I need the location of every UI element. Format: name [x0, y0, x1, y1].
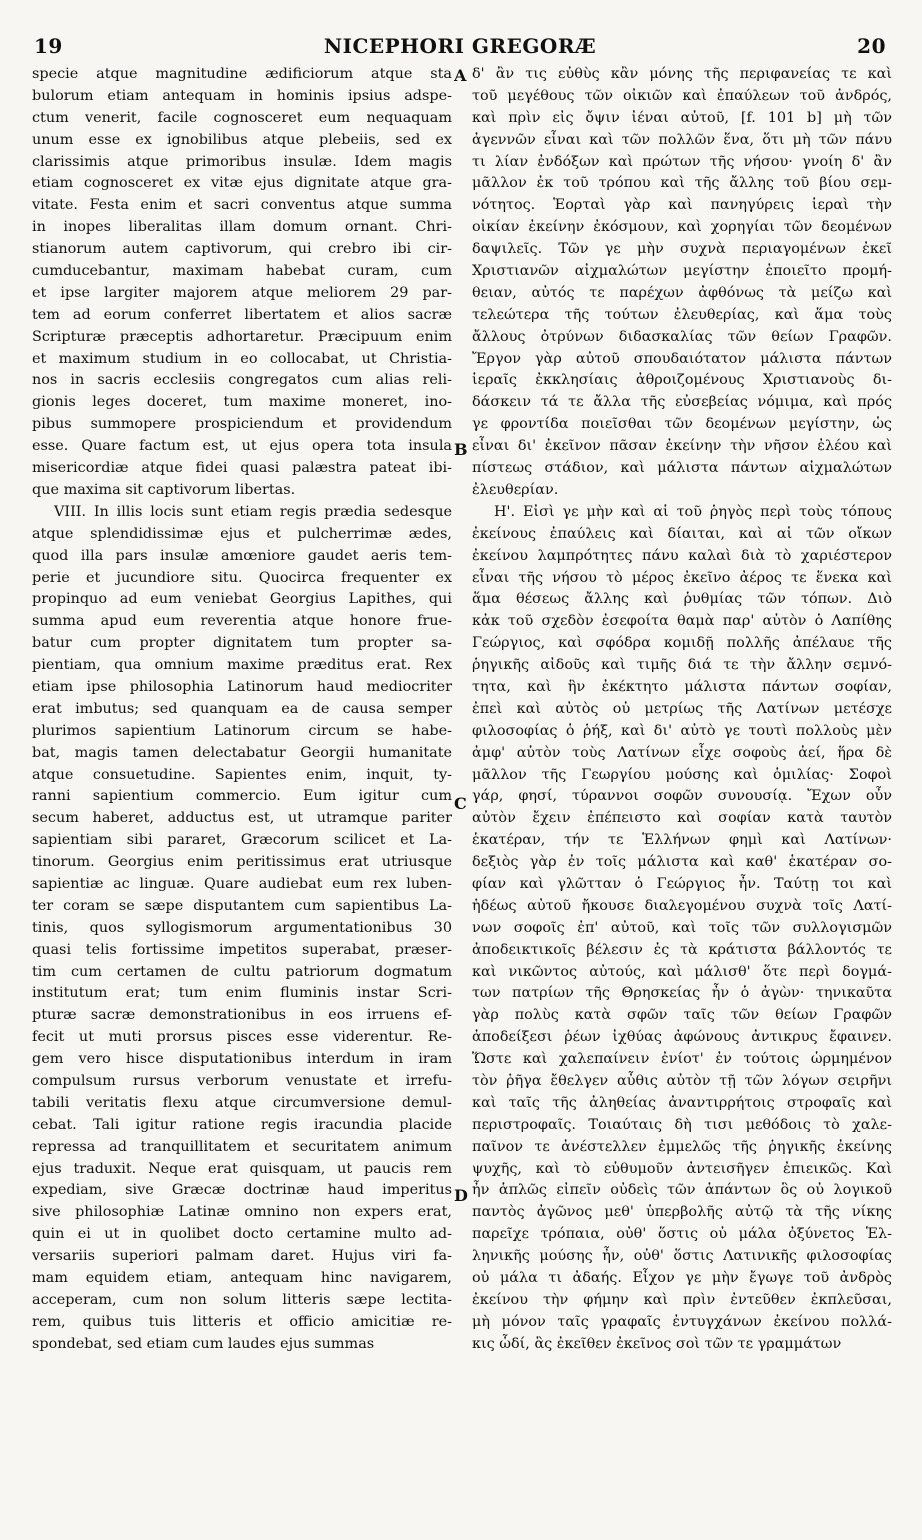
text-line: perie et jucundiore situ. Quocirca frequenter ex: [32, 569, 452, 586]
margin-marker-c: C: [454, 794, 467, 813]
text-line: ἡδέως αὐτοῦ ἤκουσε διαλεγομένου συχνὰ τοῖς Λατί-: [472, 897, 892, 914]
text-line: ἀποδείξεσι ῥέων ἰχθύας ἀφώνους ἀντικρυς ἔφαινεν.: [472, 1029, 892, 1046]
text-line: ψυχῆς, καὶ τὸ εὐθυμοῦν ἀντεισῆγεν ἐπιεικῶς. Καὶ: [472, 1160, 892, 1177]
text-line: μᾶλλον ἐκ τοῦ τρόπου καὶ τῆς ἄλλης τοῦ βίου σεμ-: [472, 175, 892, 192]
text-line: ληνικῆς μούσης ἦν, οὐθ' ὅστις Λατινικῆς φιλοσοφίας: [472, 1248, 892, 1265]
text-line: Ἔργον γὰρ αὐτοῦ σπουδαιότατον μάλιστα πάντων: [472, 350, 892, 367]
text-line: ἀμφ' αὐτὸν τοὺς Λατίνων εἶχε σοφοὺς ἀεί, ἥρα δὲ: [472, 744, 892, 761]
page-number-right: 20: [857, 34, 886, 58]
text-line: expediam, sive Græcæ doctrinæ haud imperitus: [32, 1182, 452, 1199]
margin-marker-a: A: [454, 66, 467, 85]
text-line: τητα, καὶ ἣν ἐκέκτητο μάλιστα πάντων σοφίαν,: [472, 678, 892, 695]
text-line: misericordiæ atque fidei quasi palæstra pateat ibi-: [32, 460, 452, 477]
text-line: εἶναι δι' ἐκεῖνον πᾶσαν ἐκείνην τὴν νῆσον ἐλέου καὶ: [472, 438, 892, 455]
text-line: δάσκειν τά τε ἄλλα τῆς εὐσεβείας νόμιμα, καὶ πρός: [472, 394, 892, 411]
text-line: ἐπεὶ καὶ αὐτὸς οὐ μετρίως τῆς Λατίνων μετέσχε: [472, 700, 892, 717]
text-line: summa apud eum reverentia atque honore frue-: [32, 613, 452, 630]
text-line: Γεώργιος, καὶ σφόδρα κομιδῇ πολλῆς ἀπέλαυε τῆς: [472, 635, 892, 652]
text-line: VIII. In illis locis sunt etiam regis prædia sedesque: [54, 503, 452, 520]
text-line: unum esse ex ignobilibus atque plebeiis, sed ex: [32, 131, 452, 148]
text-line: περιστροφαῖς. Τοιαύταις δὴ τισι μεθόδοις τὸ χαλε-: [472, 1116, 892, 1133]
text-line: αὐτὸν ἔχειν ἐπέπειστο καὶ σοφίαν κατὰ ταυτὸν: [472, 810, 892, 827]
text-line: γε φροντίδα ποιεῖσθαι τῶν δεομένων μεγίστην, ὡς: [472, 416, 892, 433]
text-line: quasi telis fortissime impetitos superabat, præser-: [32, 941, 452, 958]
text-line: institutum erat; tum enim fluminis instar Scri-: [32, 985, 452, 1002]
text-line: ranni sapientium commercio. Eum igitur cum: [32, 788, 452, 805]
text-line: bulorum etiam antequam in hominis ipsius adspe-: [32, 87, 452, 104]
text-line: εἶναι τῆς νήσου τὸ μέρος ἐκεῖνο ἀέρος τε ἕνεκα καὶ: [472, 569, 892, 586]
text-line: γὰρ πολὺς κατὰ σφῶν ταῖς τῶν θείων Γραφῶν: [472, 1007, 892, 1024]
text-line: acceperam, cum non solum litteris sæpe lectita-: [32, 1291, 452, 1308]
text-line: ἅμα θέσεως ἄλλης καὶ ῥυθμίας τῶν τόπων. Διὸ: [472, 591, 892, 608]
text-line: erat imbutus; sed quanquam ea de causa semper: [32, 700, 452, 717]
latin-column: [32, 64, 452, 1356]
text-line: cebat. Tali igitur ratione regis iracundia placide: [32, 1116, 452, 1133]
text-line: γάρ, φησί, τύραννοι σοφῶν συνουσίᾳ. Ἔχων οὖν: [472, 788, 892, 805]
text-line: esse. Quare factum est, ut ejus opera tota insula: [32, 438, 452, 455]
text-line: ἱεραῖς ἐκκλησίαις ἀθροιζομένους Χριστιανοὺς δι-: [472, 372, 892, 389]
text-line: tinorum. Georgius enim peritissimus erat utriusque: [32, 854, 452, 871]
text-line: specie atque magnitudine ædificiorum atque sta: [32, 66, 452, 82]
text-line: Χριστιανῶν αἰχμαλώτων μεγίστην ἐποιεῖτο προμή-: [472, 263, 892, 280]
text-line: θειαν, αὐτός τε παρέχων ἀφθόνως τὰ μείζω καὶ: [472, 284, 892, 301]
text-line: sapientiam sibi pararet, Græcorum scilicet et La-: [32, 832, 452, 849]
text-line: compulsum rursus verborum venustate et irrefu-: [32, 1072, 452, 1089]
text-line: των πατρίων τῆς Θρησκείας ἦν ὁ ἀγὼν· τηνικαῦτα: [472, 985, 892, 1002]
text-line: κἀκ τοῦ σχεδὸν ἐσεφοίτα θαμὰ παρ' αὐτὸν ὁ Λαπίθης: [472, 613, 892, 630]
text-line: Scripturæ præceptis adhortaretur. Præcipuum enim: [32, 328, 452, 345]
text-line: ἀποδεικτικοῖς βέλεσιν ἐς τὰ κράτιστα βάλλοντός τε: [472, 941, 892, 958]
text-line: vitate. Festa enim et sacri conventus atque summa: [32, 197, 452, 214]
text-line: gem vero hisce disputationibus interdum in iram: [32, 1051, 452, 1068]
text-line: φιλοσοφίας ὁ ῥήξ, καὶ δι' αὐτὸ γε τουτὶ πολλοὺς μὲν: [472, 722, 892, 739]
text-line: ter coram se sæpe disputantem cum sapientibus La-: [32, 897, 452, 914]
text-line: atque splendidissimæ ejus et pulcherrimæ ædes,: [32, 525, 452, 542]
text-line: plurimos sapientium Latinorum circum se habe-: [32, 722, 452, 739]
page-number-left: 19: [34, 34, 63, 58]
text-line: propinquo ad eum veniebat Georgius Lapithes, qui: [32, 591, 452, 608]
text-line: μᾶλλον τῆς Γεωργίου μούσης καὶ ὁμιλίας· Σοφοὶ: [472, 766, 892, 783]
text-line: fecit ut muti prorsus pisces esse viderentur. Re-: [32, 1029, 452, 1046]
text-line: mam equidem etiam, antequam hinc navigarem,: [32, 1270, 452, 1286]
text-line: μὴ μόνον ταῖς γραφαῖς ἐντυγχάνων ἐκείνου πολλά-: [472, 1313, 892, 1330]
text-line: pibus summopere prospiciendum et providendum: [32, 416, 452, 433]
text-line: et maximum studium in eo collocabat, ut Christia-: [32, 350, 452, 367]
text-line: pturæ sacræ demonstrationibus in eos irruens ef-: [32, 1007, 452, 1024]
text-line: Η'. Εἰσὶ γε μὴν καὶ αἱ τοῦ ῥηγὸς περὶ τοὺς τόπους: [494, 503, 892, 520]
text-line: tim cum certamen de cultu patriorum dogmatum: [32, 963, 452, 980]
text-line: atque consuetudine. Sapientes enim, inquit, ty-: [32, 766, 452, 783]
text-line: secum haberet, adductus est, ut utramque pariter: [32, 810, 452, 827]
text-line: ejus traduxit. Neque erat quisquam, ut paucis rem: [32, 1160, 452, 1177]
text-line: gionis leges doceret, tum maxime moneret, ino-: [32, 394, 452, 411]
text-line: παῖνον τε ἀνέστελλεν ἐμμελῶς τῆς ῥηγικῆς ἐκείνης: [472, 1138, 892, 1155]
text-line: sapientiæ ac linguæ. Quare audiebat eum rex luben-: [32, 875, 452, 892]
text-line: rem, quibus tuis litteris et officio amicitiæ re-: [32, 1313, 452, 1330]
running-title: NICEPHORI GREGORÆ: [323, 34, 597, 58]
text-line: cumducebantur, maximam habebat curam, cum: [32, 263, 452, 280]
text-line: ἑκατέραν, τήν τε Ἑλλήνων φημὶ καὶ Λατίνων·: [472, 832, 892, 849]
text-line: spondebat, sed etiam cum laudes ejus summas: [32, 1335, 375, 1352]
text-line: que maxima sit captivorum libertas.: [32, 481, 296, 498]
text-line: ἐκείνου τὴν φήμην καὶ πρὶν ἐντεῦθεν ἐκπλεῦσαι,: [472, 1291, 892, 1308]
text-line: ἐκείνου λαμπρότητες πάνυ καλαὶ διὰ τὸ χαριέστερον: [472, 547, 892, 564]
text-line: ctum venerit, facile cognosceret eum nequaquam: [32, 109, 452, 126]
greek-column: [472, 64, 892, 1356]
text-line: etiam cognosceret ex vitæ ejus dignitate atque gra-: [32, 175, 452, 192]
text-line: ῥηγικῆς αἰδοῦς καὶ τιμῆς διά τε τὴν ἄλλην σεμνό-: [472, 657, 892, 674]
text-line: φίαν καὶ γλῶτταν ὁ Γεώργιος ἦν. Ταύτῃ τοι καὶ: [472, 875, 892, 892]
text-line: ἦν ἁπλῶς εἰπεῖν οὐδεὶς τῶν ἁπάντων ὃς οὐ λογικοῦ: [472, 1182, 892, 1199]
margin-marker-b: B: [454, 440, 468, 459]
text-line: stianorum autem captivorum, qui crebro ibi cir-: [32, 241, 452, 258]
text-line: παντὸς ἀγῶνος μεθ' ὑπερβολῆς αὐτῷ τὰ τῆς νίκης: [472, 1204, 892, 1221]
text-line: sive philosophiæ Latinæ omnino non expers erat,: [32, 1204, 452, 1221]
text-line: pientiam, qua omnium maxime præditus erat. Rex: [32, 657, 452, 674]
text-line: tabili veritatis flexu atque circumversione demul-: [32, 1094, 452, 1111]
text-line: καὶ ταῖς τῆς ἀληθείας ἀναντιρρήτοις στροφαῖς καὶ: [472, 1094, 892, 1111]
text-line: tinis, quos syllogismorum argumentationibus 30: [32, 919, 452, 936]
text-line: δεξιὸς γὰρ ἐν τοῖς μάλιστα καὶ καθ' ἑκατέραν σο-: [472, 854, 892, 871]
text-line: nos in sacris ecclesiis congregatos cum alias reli-: [32, 372, 452, 389]
text-line: οἰκίαν ἐκείνην ἐκόσμουν, καὶ χορηγίαι τῶν δεομένων: [472, 219, 892, 236]
text-line: κις ὧδί, ἃς ἐκεῖθεν ἐκεῖνος σοὶ τῶν τε γραμμάτων: [472, 1335, 842, 1352]
text-line: δ' ἂν τις εὐθὺς κἂν μόνης τῆς περιφανείας τε καὶ: [472, 66, 892, 82]
text-line: ἄλλους ὀτρύνων διδασκαλίας τῶν θείων Γραφῶν.: [472, 328, 892, 345]
text-line: et ipse largiter majorem atque meliorem 29 par-: [32, 284, 452, 301]
text-line: τελεώτερα τῆς τούτων ἐλευθερίας, καὶ ἅμα τοὺς: [472, 306, 892, 323]
text-line: quod illa pars insulæ amœniore gaudet aeris tem-: [32, 547, 452, 564]
text-line: bat, magis tamen delectabatur Georgii humanitate: [32, 744, 452, 761]
text-line: δαψιλεῖς. Τῶν γε μὴν συχνὰ περιαγομένων ἐκεῖ: [472, 241, 892, 258]
text-line: νων σοφοῖς ἐπ' αὐτοῦ, καὶ τοῖς τῶν συλλογισμῶν: [472, 919, 892, 936]
text-line: etiam ipse philosophia Latinorum haud mediocriter: [32, 678, 452, 695]
text-line: ἐλευθερίαν.: [472, 481, 559, 498]
text-line: ἐκείνους ἐπαύλεις καὶ δίαιται, καὶ αἱ τῶν οἴκων: [472, 525, 892, 542]
text-line: repressa ad tranquillitatem et securitatem animum: [32, 1138, 452, 1155]
text-line: versariis superiori palmam daret. Hujus viri fa-: [32, 1248, 452, 1265]
text-line: τὸν ῥῆγα ἔθελγεν αὖθις αὐτὸν τῇ τῶν λόγων σειρῆνι: [472, 1072, 892, 1089]
text-line: πίστεως στάδιον, καὶ μάλιστα πάντων αἰχμαλώτων: [472, 460, 892, 477]
text-line: τοῦ μεγέθους τῶν οἰκιῶν καὶ ἐπαύλεων τοῦ ἀνδρός,: [472, 87, 892, 104]
text-line: ἀγεννῶν εἶναι καὶ τῶν πολλῶν ἕνα, ὅτι μὴ τῶν πάνυ: [472, 131, 892, 148]
text-line: οὐ μάλα τι ἀδαής. Εἶχον γε μὴν ἔγωγε τοῦ ἀνδρὸς: [472, 1270, 892, 1286]
text-line: clarissimis atque primoribus insulæ. Idem magis: [32, 153, 452, 170]
text-line: tem ad eorum conferret libertatem et alios sacræ: [32, 306, 452, 323]
text-line: καὶ πρὶν εἰς ὄψιν ἰέναι αὐτοῦ, [f. 101 b] μὴ τῶν: [472, 109, 892, 126]
text-line: in inopes liberalitas illam domum ornant. Chri-: [32, 219, 452, 236]
text-line: νότητος. Ἑορταὶ γὰρ καὶ πανηγύρεις ἱεραὶ τὴν: [472, 197, 892, 214]
text-line: τι λίαν ἐνδόξων καὶ πρώτων τῆς νήσου· γνοίη δ' ἂν: [472, 153, 892, 170]
text-line: Ὥστε καὶ χαλεπαίνειν ἐνίοτ' ἐν τούτοις ὡρμημένον: [472, 1051, 892, 1068]
text-line: quin ei ut in quolibet docto certamine multo ad-: [32, 1226, 452, 1243]
running-header: [34, 34, 886, 62]
text-line: παρεῖχε τρόπαια, οὐθ' ὅστις οὐ μάλα ὀξύνετος Ἑλ-: [472, 1226, 892, 1243]
text-line: batur cum propter dignitatem tum propter sa-: [32, 635, 452, 652]
margin-marker-d: D: [454, 1186, 468, 1205]
text-line: καὶ νικῶντος αὐτούς, καὶ μάλισθ' ὅτε περὶ δογμά-: [472, 963, 892, 980]
